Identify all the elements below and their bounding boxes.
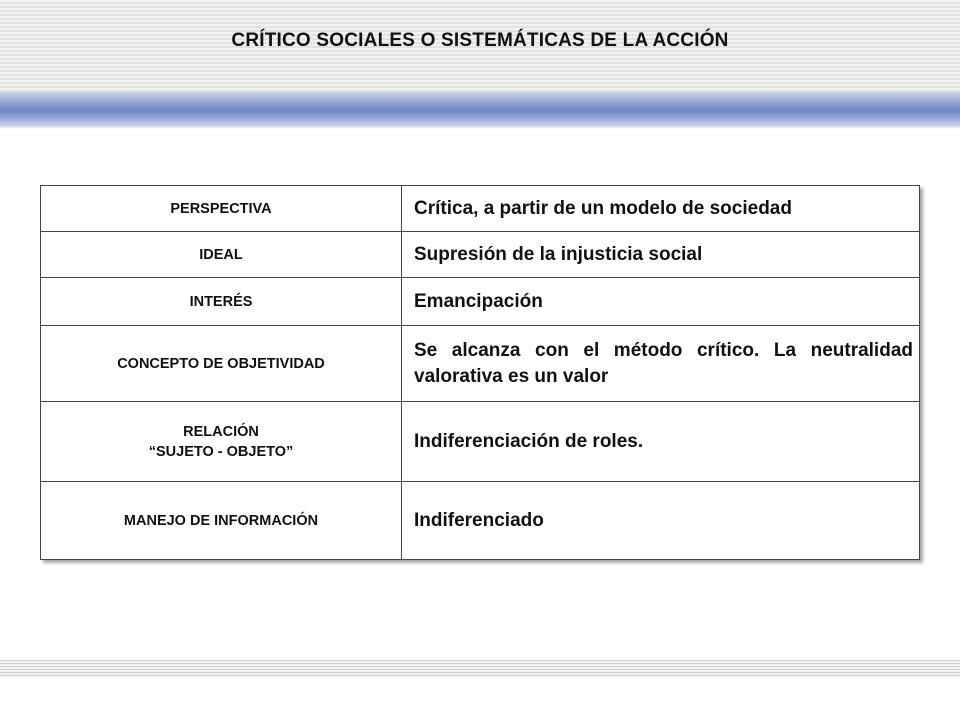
footer-stripes (0, 660, 960, 678)
row-label-text: PERSPECTIVA (170, 200, 272, 217)
row-label-text: IDEAL (199, 246, 243, 263)
row-label-ideal (41, 232, 402, 278)
row-label-text: INTERÉS (189, 293, 253, 310)
info-table (40, 185, 920, 560)
accent-bar (0, 92, 960, 125)
table-row (41, 186, 920, 232)
table-row (41, 232, 920, 278)
row-label-interes (41, 278, 402, 326)
table-row (41, 482, 920, 560)
row-label-text: RELACIÓN (183, 423, 259, 440)
accent-bar-shadow (0, 125, 960, 129)
row-label-text: CONCEPTO DE OBJETIVIDAD (117, 355, 325, 372)
table-row (41, 278, 920, 326)
row-value-concepto-de-objetividad: Se alcanza con el método crítico. La neutralidad valorativa es un valor (402, 326, 920, 402)
row-label-text: “SUJETO - OBJETO” (148, 443, 294, 460)
table-row (41, 402, 920, 482)
row-label-concepto-de-objetividad (41, 326, 402, 402)
row-label-text: MANEJO DE INFORMACIÓN (123, 512, 319, 529)
slide-title: CRÍTICO SOCIALES O SISTEMÁTICAS DE LA ACCIÓN (231, 30, 729, 51)
row-label-manejo-de-informacion (41, 482, 402, 560)
table-row (41, 326, 920, 402)
row-value-ideal: Supresión de la injusticia social (402, 232, 920, 278)
row-value-relacion-sujeto-objeto: Indiferenciación de roles. (402, 402, 920, 482)
row-label-relacion-sujeto-objeto (41, 402, 402, 482)
row-value-manejo-de-informacion: Indiferenciado (402, 482, 920, 560)
row-value-interes: Emancipación (402, 278, 920, 326)
row-value-perspectiva: Crítica, a partir de un modelo de sociedad (402, 186, 920, 232)
row-label-perspectiva (41, 186, 402, 232)
